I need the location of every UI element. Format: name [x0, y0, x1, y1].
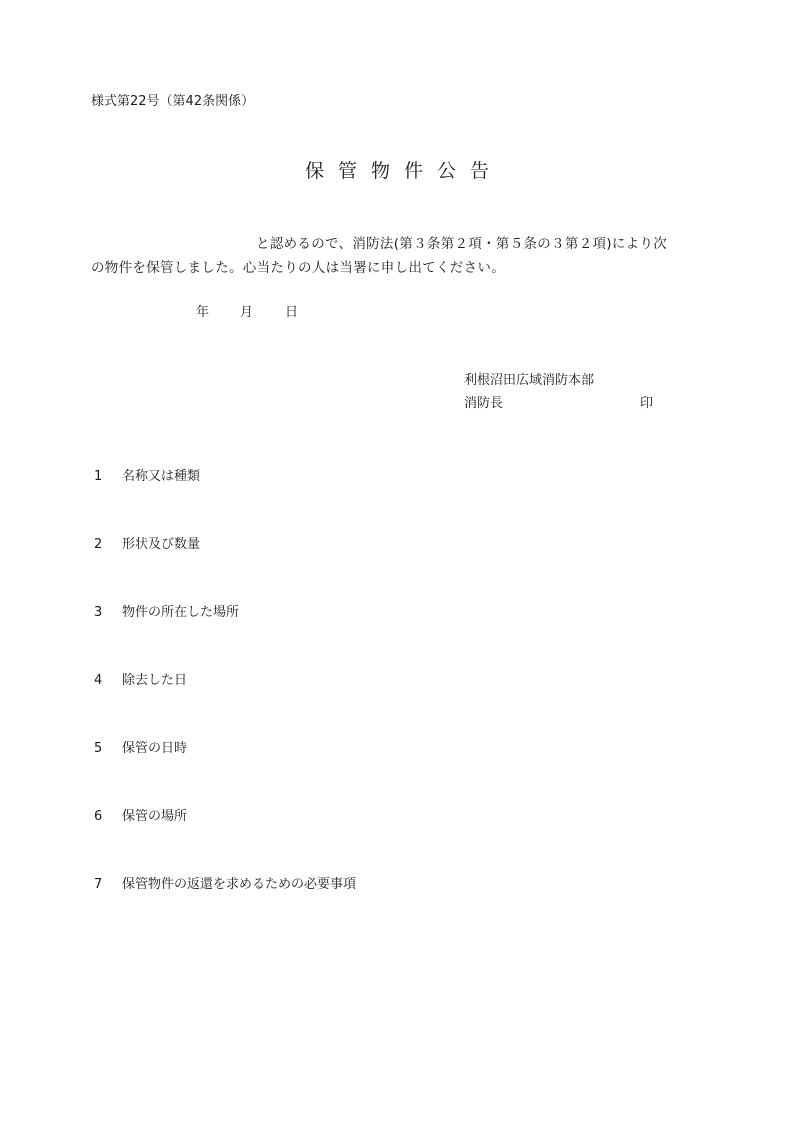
- item-label: 物件の所在した場所: [122, 605, 240, 620]
- list-item: [94, 873, 356, 892]
- list-item: [94, 805, 187, 824]
- date-month-label: 月: [240, 305, 254, 320]
- notice-text-line-2: の物件を保管しました。心当たりの人は当署に申し出てください。: [91, 260, 505, 276]
- seal-mark: 印: [640, 396, 654, 411]
- item-number: 1: [94, 469, 103, 484]
- item-label: 除去した日: [122, 673, 188, 688]
- item-label: 形状及び数量: [122, 537, 201, 552]
- item-number: 3: [94, 605, 103, 620]
- issuer-title: 消防長: [464, 396, 504, 411]
- document-title: 保管物件公告: [304, 160, 503, 182]
- item-number: 6: [94, 809, 103, 824]
- date-day-label: 日: [285, 305, 299, 320]
- item-label: 保管の日時: [122, 741, 188, 756]
- notice-text-line-1: と認めるので、消防法(第３条第２項・第５条の３第２項)により次: [256, 236, 668, 252]
- list-item: [94, 533, 200, 552]
- issuer-organization: 利根沼田広域消防本部: [464, 373, 595, 388]
- list-item: [94, 601, 239, 620]
- item-label: 名称又は種類: [122, 469, 201, 484]
- item-number: 2: [94, 537, 103, 552]
- list-item: [94, 669, 187, 688]
- item-number: 5: [94, 741, 103, 756]
- item-label: 保管の場所: [122, 809, 188, 824]
- item-number: 4: [94, 673, 103, 688]
- item-number: 7: [94, 877, 103, 892]
- form-number: 様式第22号（第42条関係）: [91, 94, 255, 109]
- list-item: [94, 737, 187, 756]
- date-year-label: 年: [196, 305, 210, 320]
- item-label: 保管物件の返還を求めるための必要事項: [122, 877, 357, 892]
- list-item: [94, 465, 200, 484]
